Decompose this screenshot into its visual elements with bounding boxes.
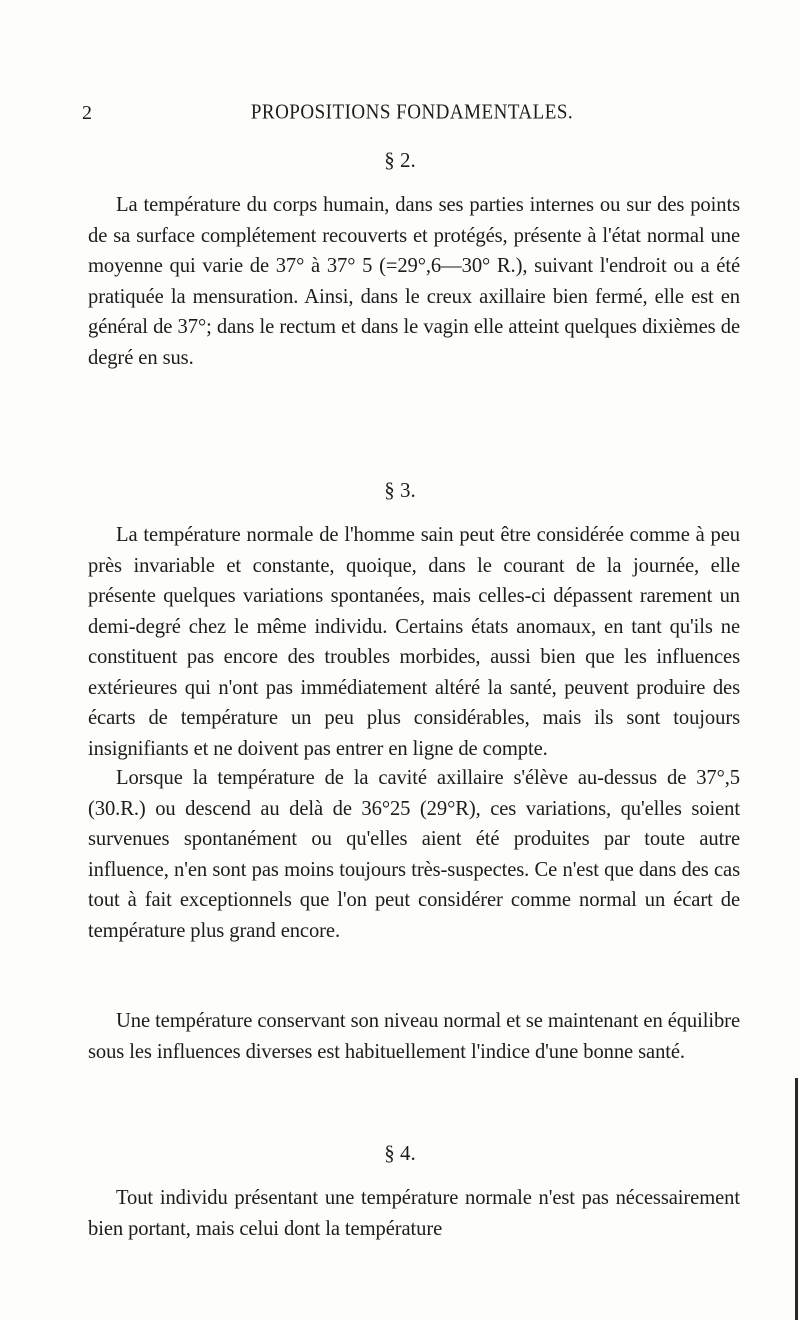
section-mark-2: § 2. [384,148,416,172]
section-3-paragraph-1: La température normale de l'homme sain peut être considérée comme à peu près invariable et constante, quoique, dans le courant de la journée, elle présente quelques variations spontanées, mais celles-ci dépassent rarement un demi-degré chez le même individu. Certains états anomaux, en tant qu'ils ne constituent pas encore des troubles morbides, aussi bien que les influences extérieures qui n'ont pas immédiatement altéré la santé, peuvent produire des écarts de température un peu plus considérables, mais ils sont toujours insignifiants et ne doivent pas entrer en ligne de compte. [88,524,740,760]
section-4-paragraph: Tout individu présentant une température normale n'est pas nécessairement bien portant, mais celui dont la température [88,1187,740,1240]
section-3-paragraph-2: Lorsque la température de la cavité axillaire s'élève au-dessus de 37°,5 (30.R.) ou descend au delà de 36°25 (29°R), ces variations, qu'elles soient survenues spontanément ou qu'elles aient été produites par toute autre influence, n'en sont pas moins toujours très-suspectes. Ce n'est que dans des cas tout à fait exceptionnels que l'on peut considérer comme normal un écart de température plus grand encore. [88,767,740,942]
section-2-paragraph: La température du corps humain, dans ses parties internes ou sur des points de sa surface complétement recouverts et protégés, présente à l'état normal une moyenne qui varie de 37° à 37° 5 (=29°,6—30° R.), suivant l'endroit ou a été pratiquée la mensuration. Ainsi, dans le creux axillaire bien fermé, elle est en général de 37°; dans le rectum et dans le vagin elle atteint quelques dixièmes de degré en sus. [88,194,740,369]
section-mark-4: § 4. [384,1141,416,1165]
section-3-paragraph-3: Une température conservant son niveau normal et se maintenant en équilibre sous les influences diverses est habituellement l'indice d'une bonne santé. [88,1010,740,1063]
page-edge-shadow [795,1078,798,1320]
section-mark-3: § 3. [384,478,416,502]
running-title: PROPOSITIONS FONDAMENTALES. [250,100,574,124]
running-head [82,98,742,128]
page-number: 2 [82,102,92,124]
